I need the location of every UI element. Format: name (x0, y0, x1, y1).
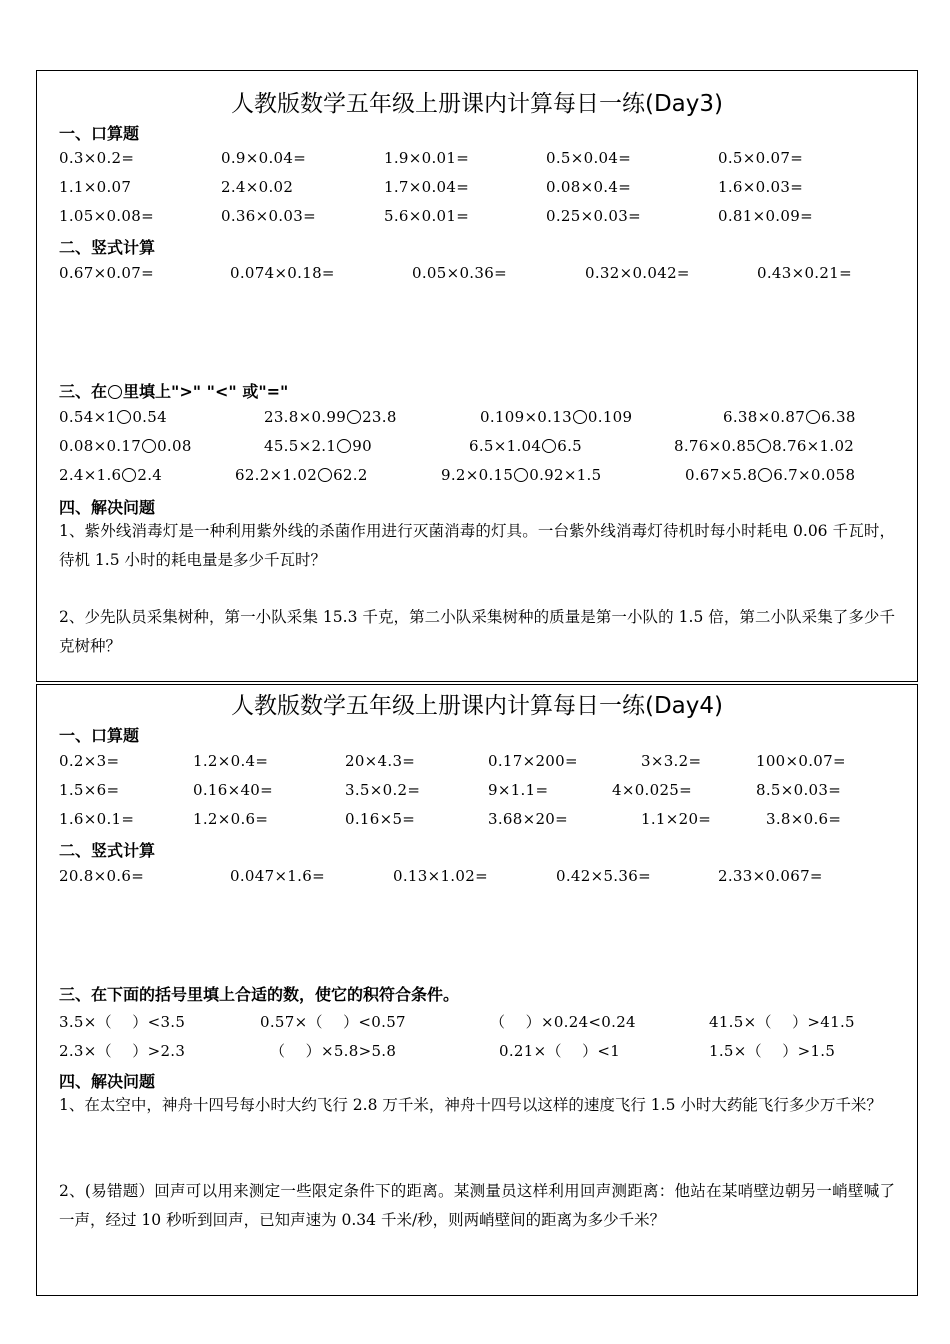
compare-problem: 0.67×5.8 6.7×0.058 (685, 466, 856, 484)
day3-oral-row (59, 149, 899, 173)
compare-problem: 0.54×1 0.54 (59, 408, 167, 426)
oral-problem: 1.6×0.03= (718, 178, 804, 196)
fill-problem[interactable]: （ ）×0.24<0.24 (490, 1013, 636, 1031)
blank-circle[interactable] (757, 439, 771, 453)
oral-problem: 4×0.025= (612, 781, 693, 799)
circle-icon (108, 385, 122, 399)
day3-vertical-row (59, 264, 899, 288)
vertical-problem: 0.43×0.21= (757, 264, 852, 282)
vertical-problem: 20.8×0.6= (59, 867, 145, 885)
blank-circle[interactable] (347, 410, 361, 424)
oral-problem: 100×0.07= (756, 752, 846, 770)
compare-problem: 0.08×0.17 0.08 (59, 437, 192, 455)
blank-circle[interactable] (806, 410, 820, 424)
vertical-problem: 0.05×0.36= (412, 264, 507, 282)
vertical-problem: 0.67×0.07= (59, 264, 154, 282)
oral-problem: 0.36×0.03= (221, 207, 316, 225)
blank-circle[interactable] (142, 439, 156, 453)
day4-oral-row (59, 810, 899, 834)
oral-problem: 5.6×0.01= (384, 207, 470, 225)
day4-vertical-row (59, 867, 899, 891)
day3-word-problem-1: 1、紫外线消毒灯是一种利用紫外线的杀菌作用进行灭菌消毒的灯具。一台紫外线消毒灯待机时每小时耗电 0.06 千瓦时，待机 1.5 小时的耗电量是多少千瓦时？ (59, 522, 895, 569)
oral-problem: 0.08×0.4= (546, 178, 632, 196)
day3-oral-row (59, 178, 899, 202)
oral-problem: 0.81×0.09= (718, 207, 813, 225)
oral-problem: 3.8×0.6= (766, 810, 842, 828)
oral-problem: 0.2×3= (59, 752, 120, 770)
day4-oral-row (59, 752, 899, 776)
blank-circle[interactable] (573, 410, 587, 424)
fill-problem[interactable]: 3.5×（ ）<3.5 (59, 1013, 186, 1031)
oral-problem: 1.7×0.04= (384, 178, 470, 196)
day4-oral-heading: 一、口算题 (59, 726, 140, 745)
oral-problem: 0.3×0.2= (59, 149, 135, 167)
vertical-problem: 0.42×5.36= (556, 867, 651, 885)
fill-problem[interactable]: 2.3×（ ）>2.3 (59, 1042, 186, 1060)
oral-problem: 2.4×0.02 (221, 178, 294, 196)
day3-title: 人教版数学五年级上册课内计算每日一练(Day3) (231, 91, 723, 117)
day3-compare-row (59, 408, 899, 432)
day4-worksheet (36, 684, 918, 1296)
vertical-problem: 0.32×0.042= (585, 264, 690, 282)
compare-problem: 62.2×1.02 62.2 (235, 466, 368, 484)
oral-problem: 0.9×0.04= (221, 149, 307, 167)
blank-circle[interactable] (117, 410, 131, 424)
oral-problem: 0.16×40= (193, 781, 274, 799)
oral-problem: 1.6×0.1= (59, 810, 135, 828)
oral-problem: 3.5×0.2= (345, 781, 421, 799)
compare-problem: 6.5×1.04 6.5 (469, 437, 582, 455)
fill-problem[interactable]: 41.5×（ ）>41.5 (709, 1013, 855, 1031)
oral-problem: 9×1.1= (488, 781, 549, 799)
compare-problem: 6.38×0.87 6.38 (723, 408, 856, 426)
compare-problem: 0.109×0.13 0.109 (480, 408, 633, 426)
blank-circle[interactable] (758, 468, 772, 482)
oral-problem: 0.17×200= (488, 752, 578, 770)
fill-problem[interactable]: 0.57×（ ）<0.57 (260, 1013, 406, 1031)
vertical-problem: 0.047×1.6= (230, 867, 325, 885)
day4-word-problem-2: 2、(易错题）回声可以用来测定一些限定条件下的距离。某测量员这样利用回声测距离：他站在某哨壁边朝另一峭壁喊了一声，经过 10 秒听到回声，已知声速为 0.34 千米/秒，则两峭壁间的距离为多少千米？ (59, 1182, 895, 1229)
oral-problem: 1.5×6= (59, 781, 120, 799)
day4-word-problem-1: 1、在太空中，神舟十四号每小时大约飞行 2.8 万千米，神舟十四号以这样的速度飞行 1.5 小时大药能飞行多少万千米？ (59, 1096, 882, 1114)
oral-problem: 0.5×0.07= (718, 149, 804, 167)
blank-circle[interactable] (122, 468, 136, 482)
compare-problem: 9.2×0.15 0.92×1.5 (441, 466, 602, 484)
day3-vertical-heading: 二、竖式计算 (59, 238, 156, 257)
day3-compare-row (59, 437, 899, 461)
vertical-problem: 2.33×0.067= (718, 867, 823, 885)
oral-problem: 1.9×0.01= (384, 149, 470, 167)
day4-problems-heading: 四、解决问题 (59, 1072, 156, 1091)
oral-problem: 1.1×0.07 (59, 178, 132, 196)
fill-problem[interactable]: 1.5×（ ）>1.5 (709, 1042, 836, 1060)
oral-problem: 3×3.2= (641, 752, 702, 770)
compare-problem: 45.5×2.1 90 (264, 437, 372, 455)
oral-problem: 1.1×20= (641, 810, 712, 828)
heading-text: 里填上">" "<" 或"=" (123, 382, 289, 401)
oral-problem: 3.68×20= (488, 810, 569, 828)
day4-fill-row (59, 1040, 899, 1064)
vertical-problem: 0.13×1.02= (393, 867, 488, 885)
oral-problem: 20×4.3= (345, 752, 416, 770)
heading-text: 三、在 (59, 382, 108, 401)
day4-fill-heading: 三、在下面的括号里填上合适的数，使它的积符合条件。 (59, 985, 460, 1004)
day3-problems-heading: 四、解决问题 (59, 498, 156, 517)
compare-problem: 8.76×0.85 8.76×1.02 (674, 437, 855, 455)
blank-circle[interactable] (542, 439, 556, 453)
oral-problem: 1.2×0.4= (193, 752, 269, 770)
oral-problem: 0.25×0.03= (546, 207, 641, 225)
day3-word-problem-2: 2、少先队员采集树种，第一小队采集 15.3 千克，第二小队采集树种的质量是第一小队的 1.5 倍，第二小队采集了多少千克树种？ (59, 608, 895, 655)
oral-problem: 0.5×0.04= (546, 149, 632, 167)
day4-title: 人教版数学五年级上册课内计算每日一练(Day4) (231, 693, 723, 719)
day3-worksheet (36, 70, 918, 682)
blank-circle[interactable] (514, 468, 528, 482)
blank-circle[interactable] (318, 468, 332, 482)
day3-oral-row (59, 207, 899, 231)
day4-oral-row (59, 781, 899, 805)
oral-problem: 8.5×0.03= (756, 781, 842, 799)
oral-problem: 0.16×5= (345, 810, 416, 828)
day4-vertical-heading: 二、竖式计算 (59, 841, 156, 860)
oral-problem: 1.05×0.08= (59, 207, 154, 225)
oral-problem: 1.2×0.6= (193, 810, 269, 828)
day3-oral-heading: 一、口算题 (59, 124, 140, 143)
vertical-problem: 0.074×0.18= (230, 264, 335, 282)
compare-problem: 2.4×1.6 2.4 (59, 466, 163, 484)
compare-problem: 23.8×0.99 23.8 (264, 408, 397, 426)
day3-compare-heading (59, 379, 288, 402)
day4-fill-row (59, 1011, 899, 1035)
fill-problem[interactable]: 0.21×（ ）<1 (499, 1042, 621, 1060)
fill-problem[interactable]: （ ）×5.8>5.8 (270, 1042, 397, 1060)
day3-compare-row (59, 466, 899, 490)
blank-circle[interactable] (337, 439, 351, 453)
